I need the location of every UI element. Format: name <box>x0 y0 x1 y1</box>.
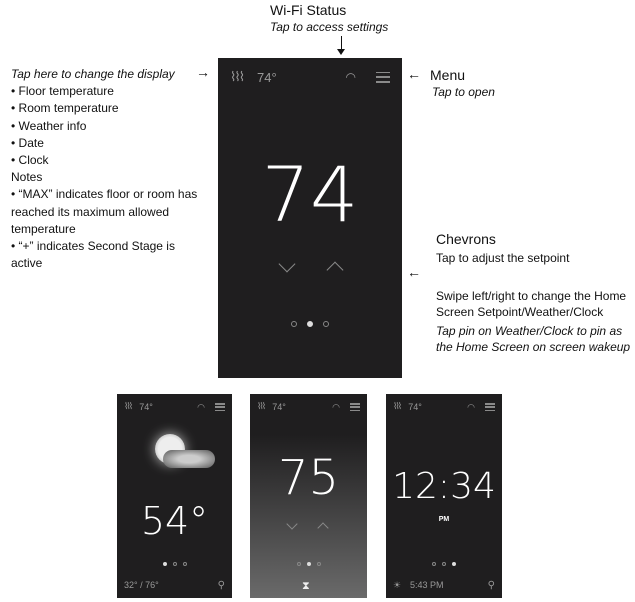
clock-time: 12:34 <box>392 466 496 507</box>
display-callout-title: Tap here to change the display <box>11 67 175 81</box>
display-temperature[interactable]: 74° <box>408 402 422 412</box>
chevrons-callout <box>436 231 569 265</box>
wifi-icon[interactable]: ◠ <box>197 401 205 412</box>
swipe-callout-title: Swipe left/right to change the Home Screen Setpoint/Weather/Clock <box>436 289 627 319</box>
floor-heat-icon[interactable]: ⌇⌇⌇ <box>230 69 244 85</box>
page-dot <box>432 562 436 566</box>
display-temperature[interactable]: 74° <box>257 69 277 85</box>
clock-screen <box>386 394 502 598</box>
page-dot-active <box>307 562 311 566</box>
outdoor-temperature: 54° <box>140 499 209 543</box>
display-option: • Weather info <box>11 118 206 135</box>
swipe-callout <box>436 288 634 355</box>
page-dot <box>291 321 297 327</box>
page-dot-active <box>452 562 456 566</box>
wifi-callout-sub: Tap to access settings <box>270 20 389 34</box>
weather-screen <box>117 394 232 598</box>
clock-ampm: PM <box>438 516 450 523</box>
floor-heat-icon[interactable]: ⌇⌇⌇ <box>257 402 265 412</box>
wifi-icon[interactable]: ◠ <box>467 401 475 412</box>
note: • “MAX” indicates floor or room has reached its maximum allowed temperature <box>11 186 206 238</box>
page-dot <box>317 562 321 566</box>
sunset-icon: ☀ <box>393 580 402 590</box>
chevron-up-icon[interactable] <box>327 262 344 279</box>
menu-callout-title: Menu <box>430 67 466 83</box>
chevron-up-icon[interactable] <box>317 522 328 533</box>
hourglass-icon: ⧗ <box>302 580 310 592</box>
wifi-callout-title: Wi-Fi Status <box>270 2 347 18</box>
menu-callout-sub: Tap to open <box>432 85 495 99</box>
page-indicator <box>218 321 402 327</box>
page-indicator <box>386 562 502 566</box>
floor-heat-icon[interactable]: ⌇⌇⌇ <box>393 402 401 412</box>
display-option: • Floor temperature <box>11 83 206 100</box>
page-indicator <box>250 562 367 566</box>
main-home-screen <box>218 58 402 378</box>
page-dot <box>183 562 187 566</box>
chevron-down-icon[interactable] <box>286 518 297 529</box>
menu-callout <box>430 67 495 99</box>
page-dot <box>442 562 446 566</box>
page-dot-active <box>163 562 167 566</box>
menu-icon[interactable] <box>376 72 390 83</box>
menu-icon[interactable] <box>485 403 495 411</box>
menu-arrow: ← <box>407 66 421 82</box>
display-option: • Room temperature <box>11 100 206 117</box>
page-indicator <box>117 562 232 566</box>
setpoint-value: 74 <box>261 150 359 239</box>
wifi-callout <box>270 2 388 34</box>
page-dot <box>173 562 177 566</box>
floor-heat-icon[interactable]: ⌇⌇⌇ <box>124 402 132 412</box>
chevron-down-icon[interactable] <box>279 256 296 273</box>
menu-icon[interactable] <box>350 403 360 411</box>
temperature-range: 32° / 76° <box>124 580 159 590</box>
display-callout <box>11 66 206 272</box>
wifi-icon[interactable]: ◠ <box>345 70 356 84</box>
display-temperature[interactable]: 74° <box>139 402 153 412</box>
swipe-callout-sub: Tap pin on Weather/Clock to pin as the Home Screen on screen wakeup <box>436 324 631 354</box>
chevrons-callout-sub: Tap to adjust the setpoint <box>436 251 570 265</box>
menu-icon[interactable] <box>215 403 225 411</box>
page-dot <box>323 321 329 327</box>
chevrons-callout-title: Chevrons <box>436 231 496 247</box>
setpoint-adjust-screen <box>250 394 367 598</box>
wifi-icon[interactable]: ◠ <box>332 401 340 412</box>
display-temperature[interactable]: 74° <box>272 402 286 412</box>
sunset-time: 5:43 PM <box>410 580 444 590</box>
display-option: • Clock <box>11 152 206 169</box>
display-option: • Date <box>11 135 206 152</box>
page-dot <box>297 562 301 566</box>
page-dot-active <box>307 321 313 327</box>
chevrons-arrow: ← <box>407 264 421 280</box>
pin-icon[interactable]: ⚲ <box>217 580 225 591</box>
notes-label: Notes <box>11 170 43 185</box>
pin-icon[interactable]: ⚲ <box>487 580 495 591</box>
wifi-arrowhead <box>337 49 345 55</box>
display-arrow: → <box>196 64 210 80</box>
note: • “+” indicates Second Stage is active <box>11 238 206 272</box>
setpoint-value: 75 <box>277 450 340 506</box>
cloud-shape <box>163 450 215 468</box>
